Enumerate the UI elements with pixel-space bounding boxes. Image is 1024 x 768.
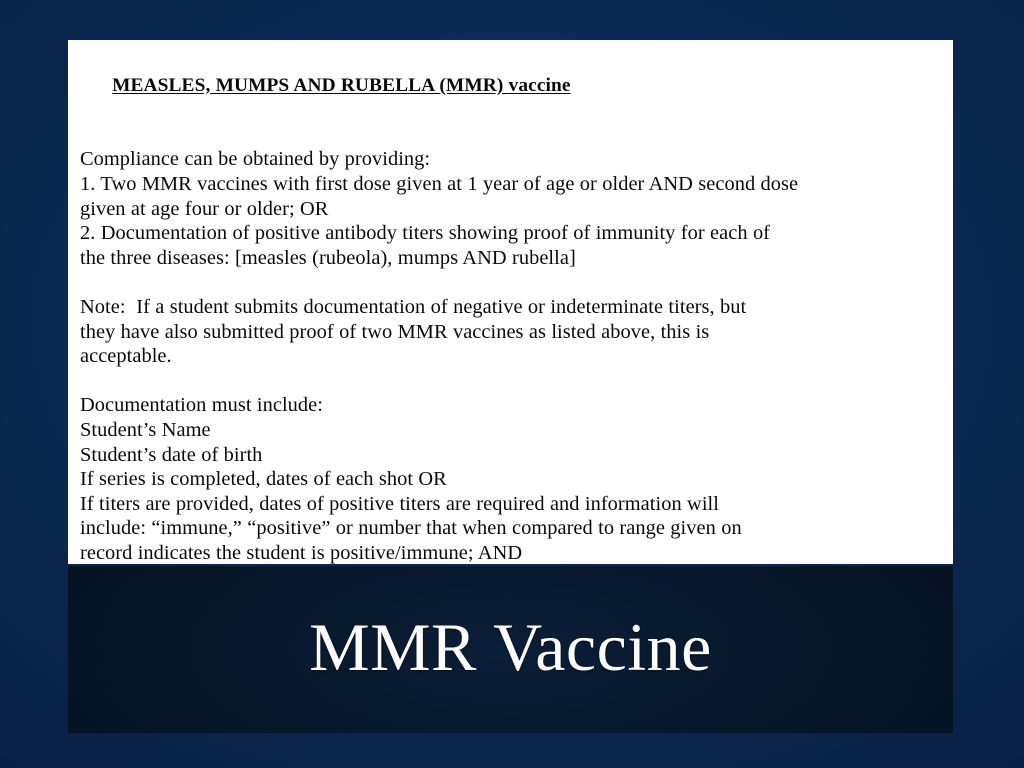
body-line: record indicates the student is positive/immune; AND [80,541,523,564]
body-line: If series is completed, dates of each shot OR [80,468,447,491]
body-line: Documentation must include: [80,394,323,417]
body-line: given at age four or older; OR [80,197,329,220]
body-line: acceptable. [80,345,172,368]
body-line: If titers are provided, dates of positive titers are required and information will [80,492,719,515]
body-line: they have also submitted proof of two MMR vaccines as listed above, this is [80,320,710,343]
blank-line [80,270,943,295]
body-lines [80,123,943,615]
content-panel [68,40,953,564]
body-line: Student’s date of birth [80,443,263,466]
section-heading: MEASLES, MUMPS AND RUBELLA (MMR) vaccine [112,74,571,96]
slide-title: MMR Vaccine [309,608,712,685]
blank-line [80,123,943,148]
body-line: 1. Two MMR vaccines with first dose given at 1 year of age or older AND second dose [80,172,799,195]
body-line: include: “immune,” “positive” or number that when compared to range given on [80,517,742,540]
body-line: Student’s Name [80,418,211,441]
body-line: Compliance can be obtained by providing: [80,148,431,171]
body-line: 2. Documentation of positive antibody titers showing proof of immunity for each of [80,222,771,245]
blank-line [80,369,943,394]
body-line: Note: If a student submits documentation of negative or indeterminate titers, but [80,295,747,318]
title-panel [68,566,953,733]
body-line: the three diseases: [measles (rubeola), mumps AND rubella] [80,246,576,269]
